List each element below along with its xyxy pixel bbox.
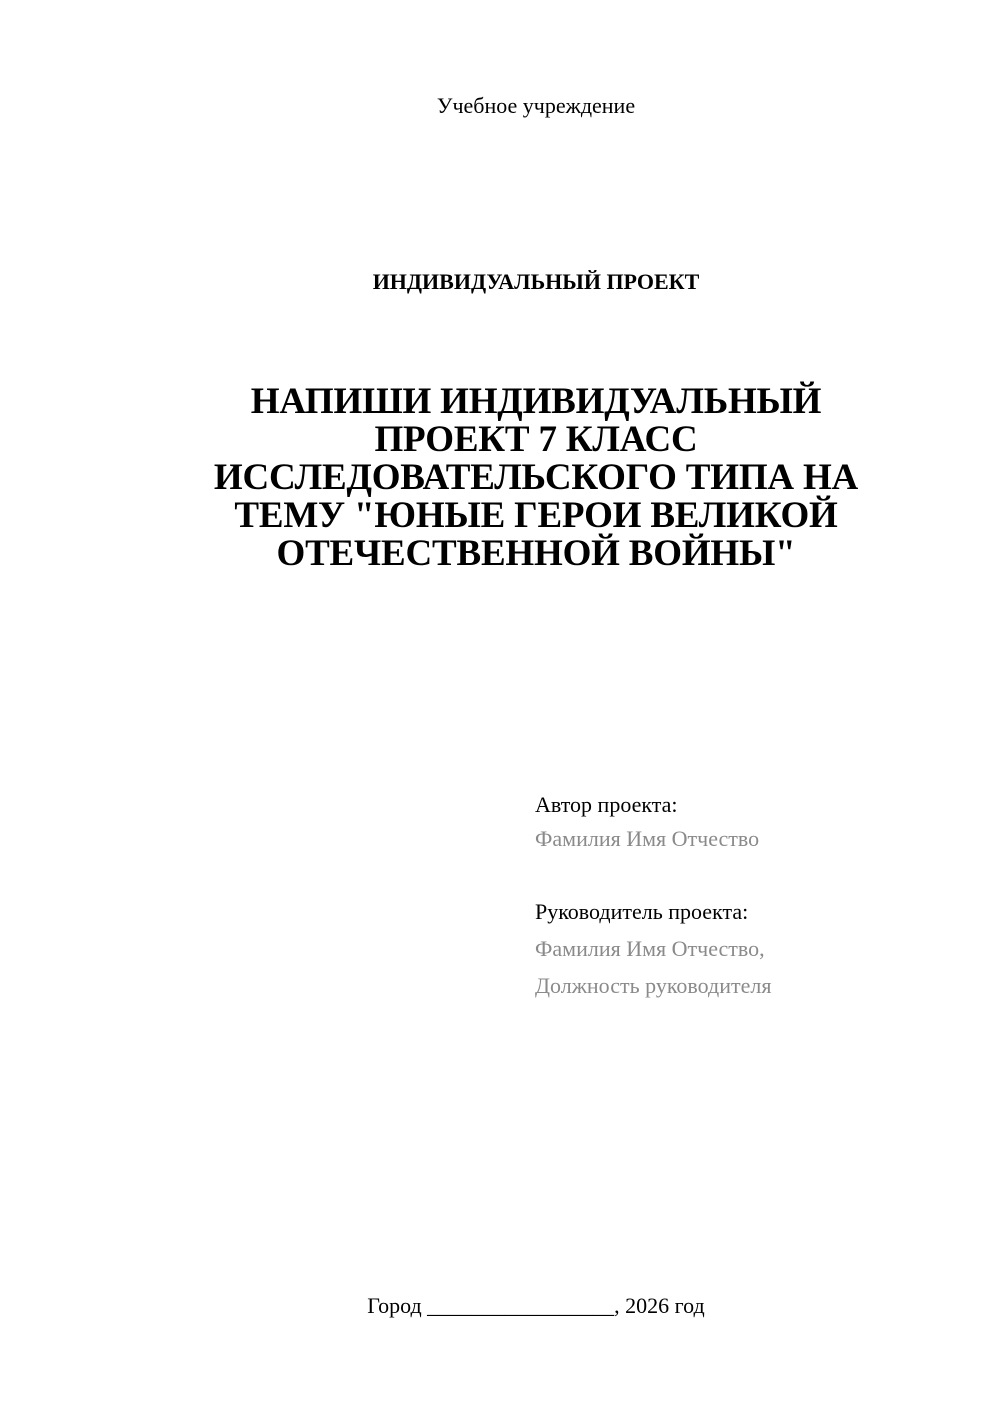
author-block xyxy=(535,788,955,856)
project-title xyxy=(186,383,886,573)
author-label: Автор проекта: xyxy=(535,792,678,817)
supervisor-label: Руководитель проекта: xyxy=(535,899,749,924)
city-year-line: Город _________________, 2026 год xyxy=(367,1293,705,1318)
project-title-line: НАПИШИ ИНДИВИДУАЛЬНЫЙ xyxy=(250,381,822,422)
author-name: Фамилия Имя Отчество xyxy=(535,826,760,851)
supervisor-position: Должность руководителя xyxy=(535,973,772,998)
institution-name: Учебное учреждение xyxy=(436,93,636,118)
supervisor-block xyxy=(535,893,955,1004)
project-title-line: ИССЛЕДОВАТЕЛЬСКОГО ТИПА НА xyxy=(213,457,859,498)
project-title-line: ПРОЕКТ 7 КЛАСС xyxy=(374,419,698,460)
project-type: ИНДИВИДУАЛЬНЫЙ ПРОЕКТ xyxy=(372,269,700,294)
project-title-line: ОТЕЧЕСТВЕННОЙ ВОЙНЫ" xyxy=(276,533,796,574)
project-title-line: ТЕМУ "ЮНЫЕ ГЕРОИ ВЕЛИКОЙ xyxy=(234,495,838,536)
supervisor-name: Фамилия Имя Отчество, xyxy=(535,936,765,961)
